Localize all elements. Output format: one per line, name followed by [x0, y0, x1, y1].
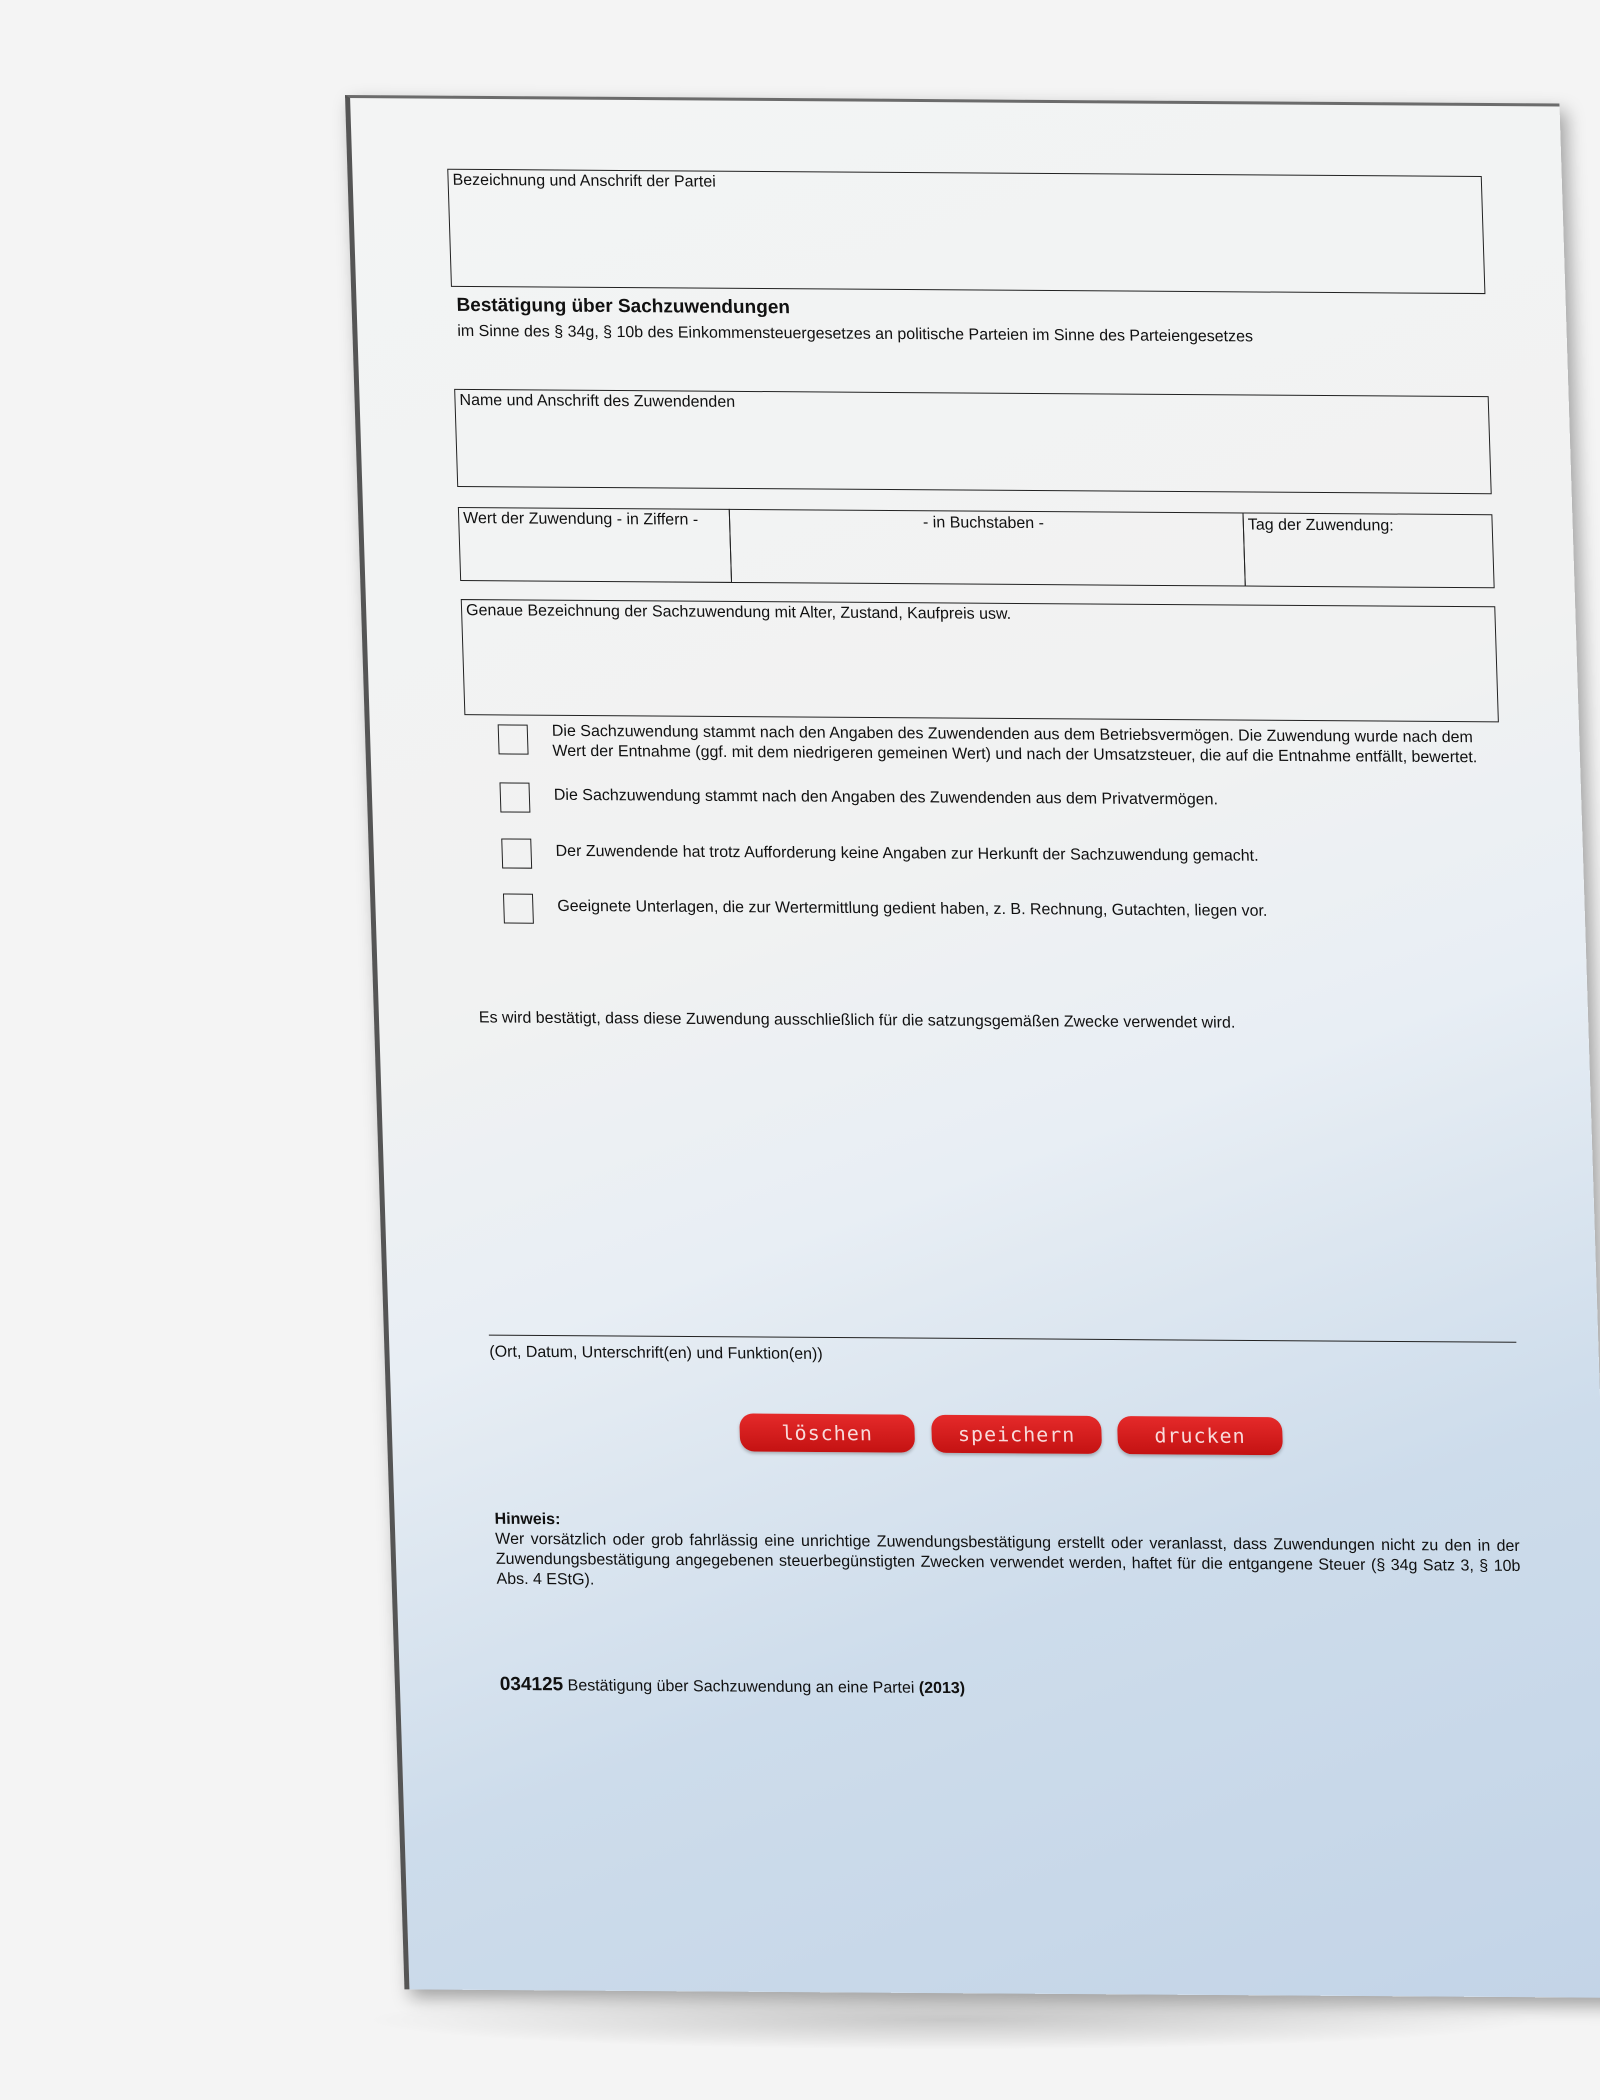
option-no-origin-text: Der Zuwendende hat trotz Aufforderung keine Angaben zur Herkunft der Sachzuwendung gemacht.: [555, 842, 1259, 865]
donation-date-label: Tag der Zuwendung:: [1247, 516, 1394, 535]
value-digits-label: Wert der Zuwendung - in Ziffern -: [462, 510, 699, 529]
confirmation-text: Es wird bestätigt, dass diese Zuwendung ausschließlich für die satzungsgemäßen Zwecke verwendet wird.: [478, 1009, 1236, 1032]
page-shadow: [360, 1990, 1540, 2050]
document-subtitle: im Sinne des § 34g, § 10b des Einkommensteuergesetzes an politische Parteien im Sinne des Parteiengesetzes: [457, 322, 1254, 346]
party-field-label: Bezeichnung und Anschrift der Partei: [452, 171, 717, 191]
document-footer-title: Bestätigung über Sachzuwendung an eine Partei: [567, 1677, 915, 1697]
option-documents-checkbox[interactable]: [503, 893, 534, 923]
signature-caption: (Ort, Datum, Unterschrift(en) und Funktion(en)): [489, 1343, 823, 1363]
document-year: (2013): [918, 1679, 966, 1698]
value-letters-label: - in Buchstaben -: [922, 514, 1045, 533]
hint-title: Hinweis:: [494, 1510, 561, 1529]
document-footer: [499, 1674, 965, 1699]
option-private-assets-checkbox[interactable]: [499, 782, 530, 812]
signature-line[interactable]: [489, 1335, 1517, 1343]
option-business-assets-text: Die Sachzuwendung stammt nach den Angaben des Zuwendenden aus dem Betriebsvermögen. Die Zuwendung wurde nach dem Wert der Entnahme (ggf. mit dem niedrigeren gemeinen Wert) und nach der Umsatzsteuer, die auf die Entnahme entfällt, bewertet.: [551, 722, 1478, 767]
option-private-assets-text: Die Sachzuwendung stammt nach den Angaben des Zuwendenden aus dem Privatvermögen.: [553, 786, 1219, 809]
delete-button[interactable]: löschen: [739, 1413, 915, 1452]
document-number: 034125: [499, 1673, 564, 1696]
option-business-assets-checkbox[interactable]: [498, 724, 529, 754]
hint-section: [494, 1510, 1521, 1597]
save-button[interactable]: speichern: [931, 1415, 1102, 1454]
description-field-label: Genaue Bezeichnung der Sachzuwendung mit Alter, Zustand, Kaufpreis usw.: [465, 602, 1012, 623]
document-page: [345, 95, 1600, 1998]
option-documents-text: Geeignete Unterlagen, die zur Wertermittlung gedient haben, z. B. Rechnung, Gutachten, liegen vor.: [557, 897, 1268, 920]
document-title: Bestätigung über Sachzuwendungen: [456, 294, 791, 319]
print-button[interactable]: drucken: [1117, 1416, 1283, 1455]
option-no-origin-checkbox[interactable]: [501, 838, 532, 868]
hint-text: Wer vorsätzlich oder grob fahrlässig eine unrichtige Zuwendungsbestätigung erstellt oder veranlasst, dass Zuwendungen nicht zu den in der Zuwendungsbestätigung angegebenen steuerbegünstigten Zwecken verwendet werden, haftet für die entgangene Steuer (§ 34g Satz 3, § 10b Abs. 4 EStG).: [494, 1530, 1521, 1589]
donor-field-label: Name und Anschrift des Zuwendenden: [459, 391, 736, 411]
